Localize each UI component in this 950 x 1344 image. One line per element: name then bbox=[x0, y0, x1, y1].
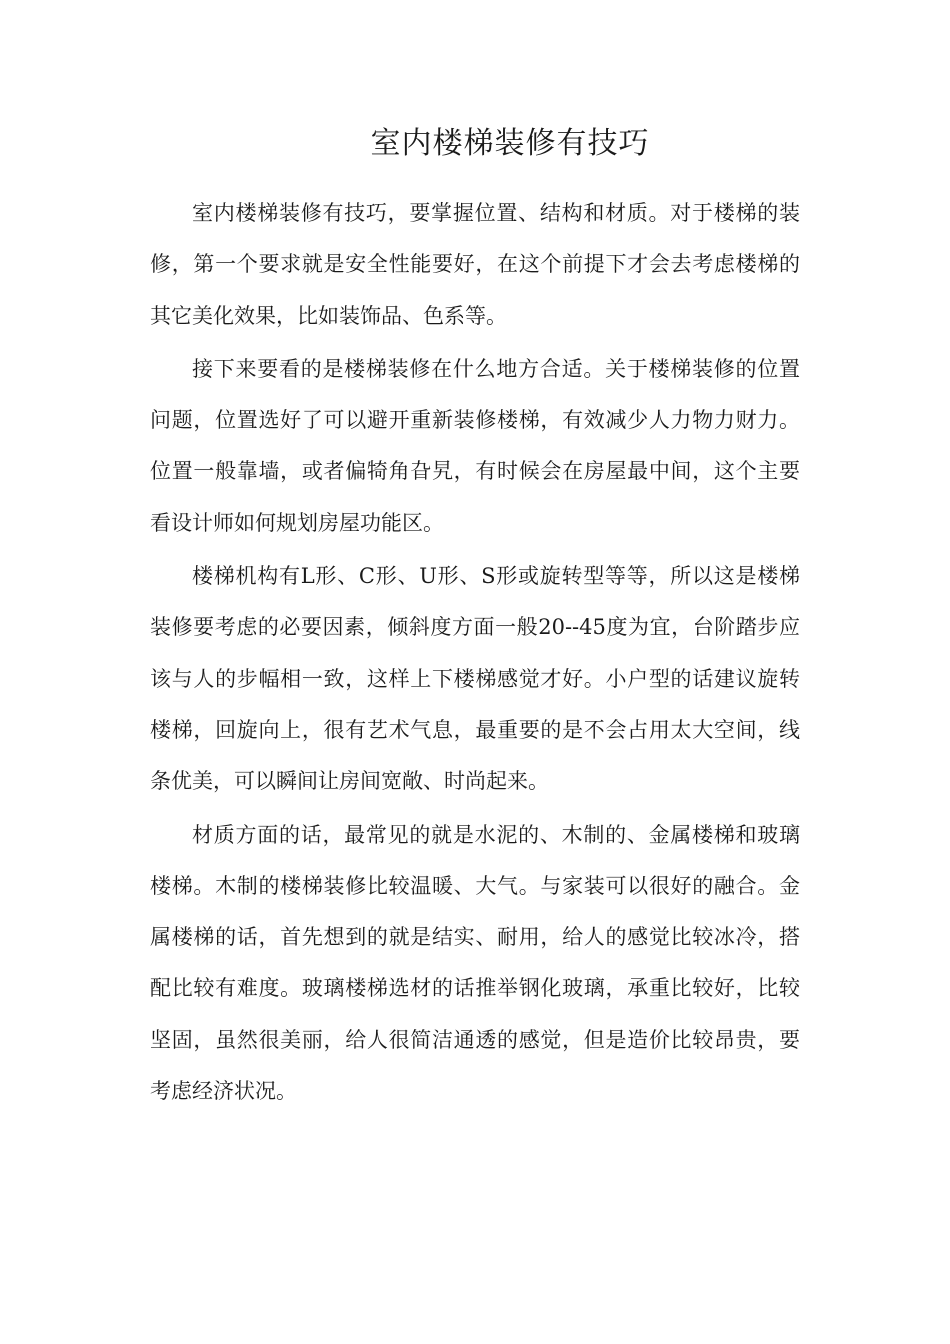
paragraph-position: 接下来要看的是楼梯装修在什么地方合适。关于楼梯装修的位置问题，位置选好了可以避开重新装修楼梯，有效减少人力物力财力。位置一般靠墙，或者偏犄角旮旯，有时候会在房屋最中间，这个主要看设计师如何规划房屋功能区。 bbox=[150, 356, 800, 535]
document-body bbox=[150, 188, 800, 1119]
paragraph-material: 材质方面的话，最常见的就是水泥的、木制的、金属楼梯和玻璃楼梯。木制的楼梯装修比较温暖、大气。与家装可以很好的融合。金属楼梯的话，首先想到的就是结实、耐用，给人的感觉比较冰冷，搭配比较有难度。玻璃楼梯选材的话推举钢化玻璃，承重比较好，比较坚固，虽然很美丽，给人很简洁通透的感觉，但是造价比较昂贵，要考虑经济状况。 bbox=[150, 822, 800, 1104]
paragraph-intro: 室内楼梯装修有技巧，要掌握位置、结构和材质。对于楼梯的装修，第一个要求就是安全性能要好，在这个前提下才会去考虑楼梯的其它美化效果，比如装饰品、色系等。 bbox=[150, 201, 800, 328]
paragraph-structure: 楼梯机构有L形、C形、U形、S形或旋转型等等，所以这是楼梯装修要考虑的必要因素，倾斜度方面一般20--45度为宜，台阶踏步应该与人的步幅相一致，这样上下楼梯感觉才好。小户型的话建议旋转楼梯，回旋向上，很有艺术气息，最重要的是不会占用太大空间，线条优美，可以瞬间让房间宽敞、时尚起来。 bbox=[150, 564, 800, 794]
document-title: 室内楼梯装修有技巧 bbox=[370, 126, 650, 161]
